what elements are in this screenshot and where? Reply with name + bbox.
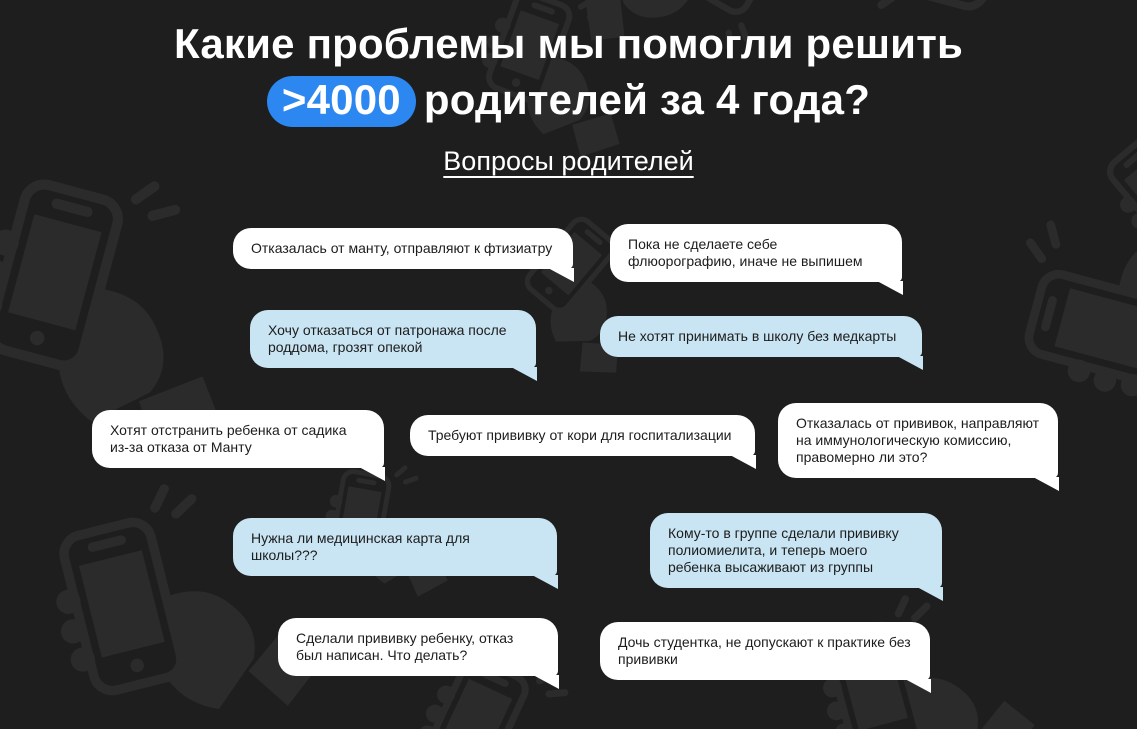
chat-bubble: Требуют прививку от кори для госпитализации [410,415,755,456]
chat-bubble: Отказалась от манту, отправляют к фтизиатру [233,228,573,269]
hand-holding-phone-doodle [33,460,337,729]
chat-bubble: Отказалась от прививок, направляют на иммунологическую комиссию, правомерно ли это? [778,403,1058,478]
chat-bubble: Пока не сделаете себе флюорографию, иначе не выпишем [610,224,902,282]
chat-bubble: Хочу отказаться от патронажа после роддома, грозят опекой [250,310,536,368]
title-line2: родителей за 4 года? [423,76,871,123]
section-title [0,16,1137,128]
chat-bubble: Кому-то в группе сделали прививку полиомиелита, и теперь моего ребенка высаживают из группы [650,513,942,588]
chat-bubble: Не хотят принимать в школу без медкарты [600,316,922,357]
chat-bubble: Нужна ли медицинская карта для школы??? [233,518,557,576]
chat-bubble: Сделали прививку ребенку, отказ был написан. Что делать? [278,618,558,676]
hand-holding-phone-doodle [84,0,322,16]
chat-bubble: Дочь студентка, не допускают к практике без прививки [600,622,930,680]
parents-questions-tab[interactable]: Вопросы родителей [443,146,694,176]
chat-bubble: Хотят отстранить ребенка от садика из-за отказа от Манту [92,410,384,468]
title-highlight-badge: >4000 [267,76,416,127]
title-line1: Какие проблемы мы помогли решить [174,20,963,67]
